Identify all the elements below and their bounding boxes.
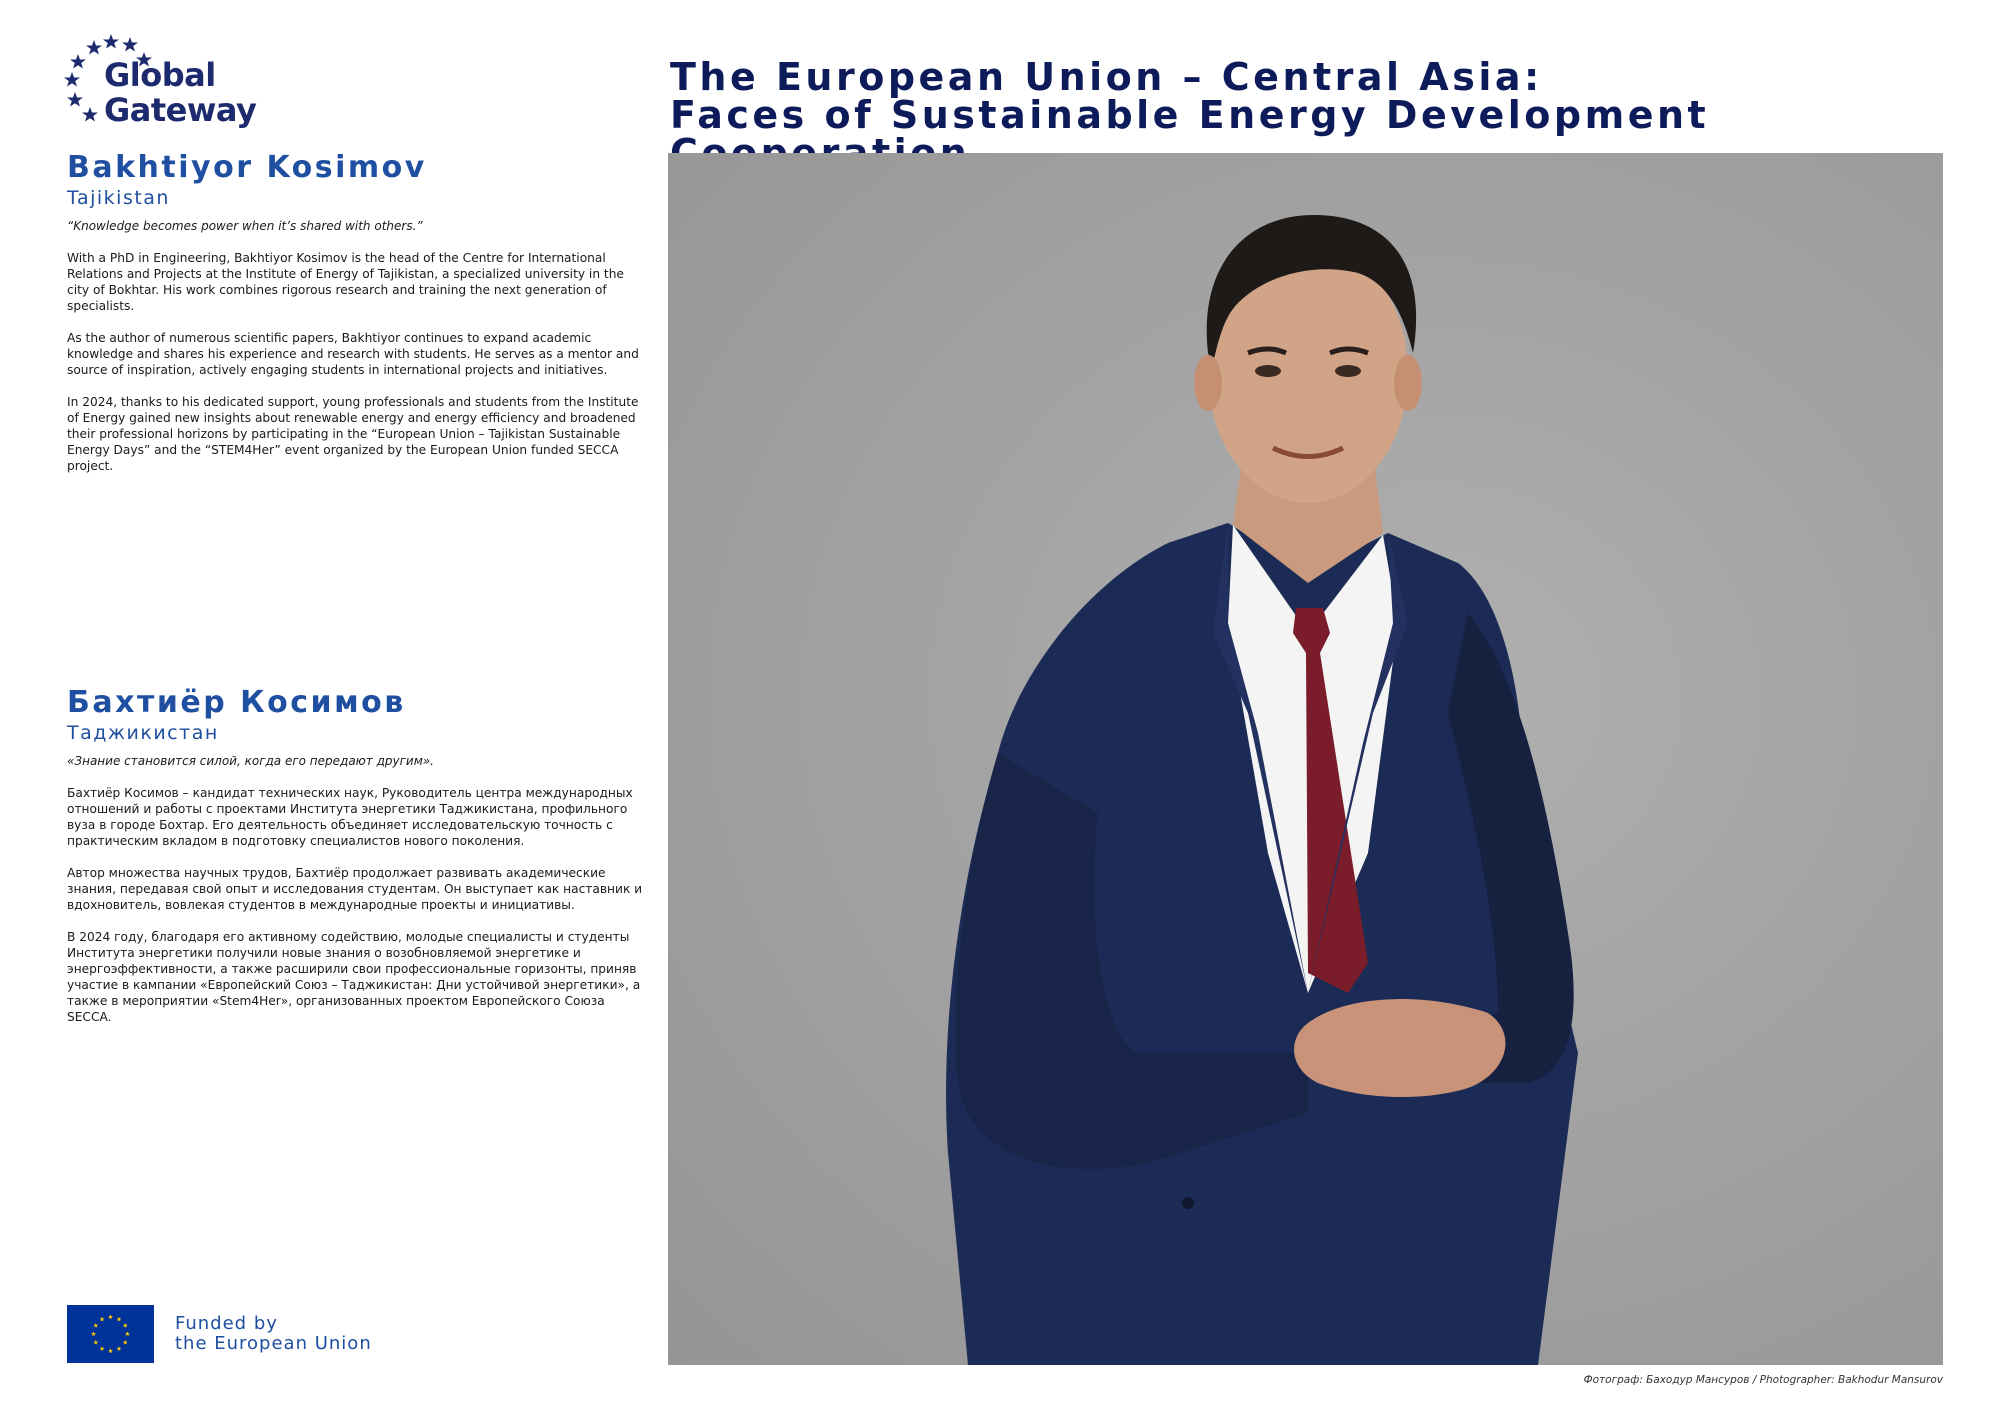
- jacket-button: [1182, 1197, 1194, 1209]
- bio-paragraph: В 2024 году, благодаря его активному содействию, молодые специалисты и студенты Института энергетики получили новые знания о возобновляемой энергетике и энергоэффективности, а также расширили свои профессиональные горизонты, приняв участие в кампании «Европейский Союз – Таджикистан: Дни устойчивой энергетики», а также в мероприятии «Stem4Her», организованных проектом Европейского Союза SECCA.: [67, 930, 641, 1024]
- country-ru: Таджикистан: [67, 722, 219, 744]
- portrait-photo: [668, 153, 1943, 1365]
- title-line-2: Faces of Sustainable Energy Development: [670, 93, 1710, 137]
- ear: [1394, 355, 1422, 411]
- global-gateway-logo: [64, 32, 264, 137]
- bio-paragraph: As the author of numerous scientific papers, Bakhtiyor continues to expand academic knowledge and shares his experience and research with students. He serves as a mentor and source of inspiration, actively engaging students in international projects and initiatives.: [67, 331, 639, 377]
- funded-line-2: the European Union: [175, 1333, 372, 1354]
- person-name-en: Bakhtiyor Kosimov: [67, 150, 427, 185]
- bio-paragraph: In 2024, thanks to his dedicated support, young professionals and students from the Institute of Energy gained new insights about renewable energy and energy efficiency and broadened their professional horizons by participating in the “European Union – Tajikistan Sustainable Energy Days” and the “STEM4Her” event organized by the European Union funded SECCA project.: [67, 395, 639, 473]
- bio-paragraph: With a PhD in Engineering, Bakhtiyor Kosimov is the head of the Centre for International Relations and Projects at the Institute of Energy of Tajikistan, a specialized university in the city of Bokhtar. His work combines rigorous research and training the next generation of specialists.: [67, 251, 624, 313]
- logo-line-global: Global: [104, 56, 216, 94]
- english-bio: [67, 150, 647, 490]
- country-en: Tajikistan: [67, 187, 170, 209]
- eu-flag-icon: [67, 1305, 154, 1363]
- ear: [1194, 355, 1222, 411]
- person-name-ru: Бахтиёр Косимов: [67, 685, 406, 720]
- bio-paragraph: Автор множества научных трудов, Бахтиёр продолжает развивать академические знания, передавая свой опыт и исследования студентам. Он выступает как наставник и вдохновитель, вовлекая студентов в международные проекты и инициативы.: [67, 866, 643, 912]
- russian-bio: [67, 685, 647, 1041]
- portrait-illustration: [668, 153, 1943, 1365]
- eye: [1255, 365, 1281, 377]
- quote-en: “Knowledge becomes power when it’s shared with others.”: [67, 219, 423, 233]
- funded-line-1: Funded by: [175, 1313, 278, 1334]
- logo-line-gateway: Gateway: [104, 91, 257, 129]
- title-line-1: The European Union – Central Asia:: [670, 55, 1543, 99]
- clasped-hands: [1294, 999, 1505, 1097]
- eye: [1335, 365, 1361, 377]
- photo-credit: Фотограф: Баходур Мансуров / Photographer: Bakhodur Mansurov: [1583, 1374, 1943, 1386]
- quote-ru: «Знание становится силой, когда его передают другим».: [67, 754, 434, 768]
- funded-by-eu: [175, 1314, 372, 1354]
- bio-paragraph: Бахтиёр Косимов – кандидат технических наук, Руководитель центра международных отношений и работы с проектами Института энергетики Таджикистана, профильного вуза в городе Бохтар. Его деятельность объединяет исследовательскую точность с практическим вкладом в подготовку специалистов нового поколения.: [67, 786, 633, 848]
